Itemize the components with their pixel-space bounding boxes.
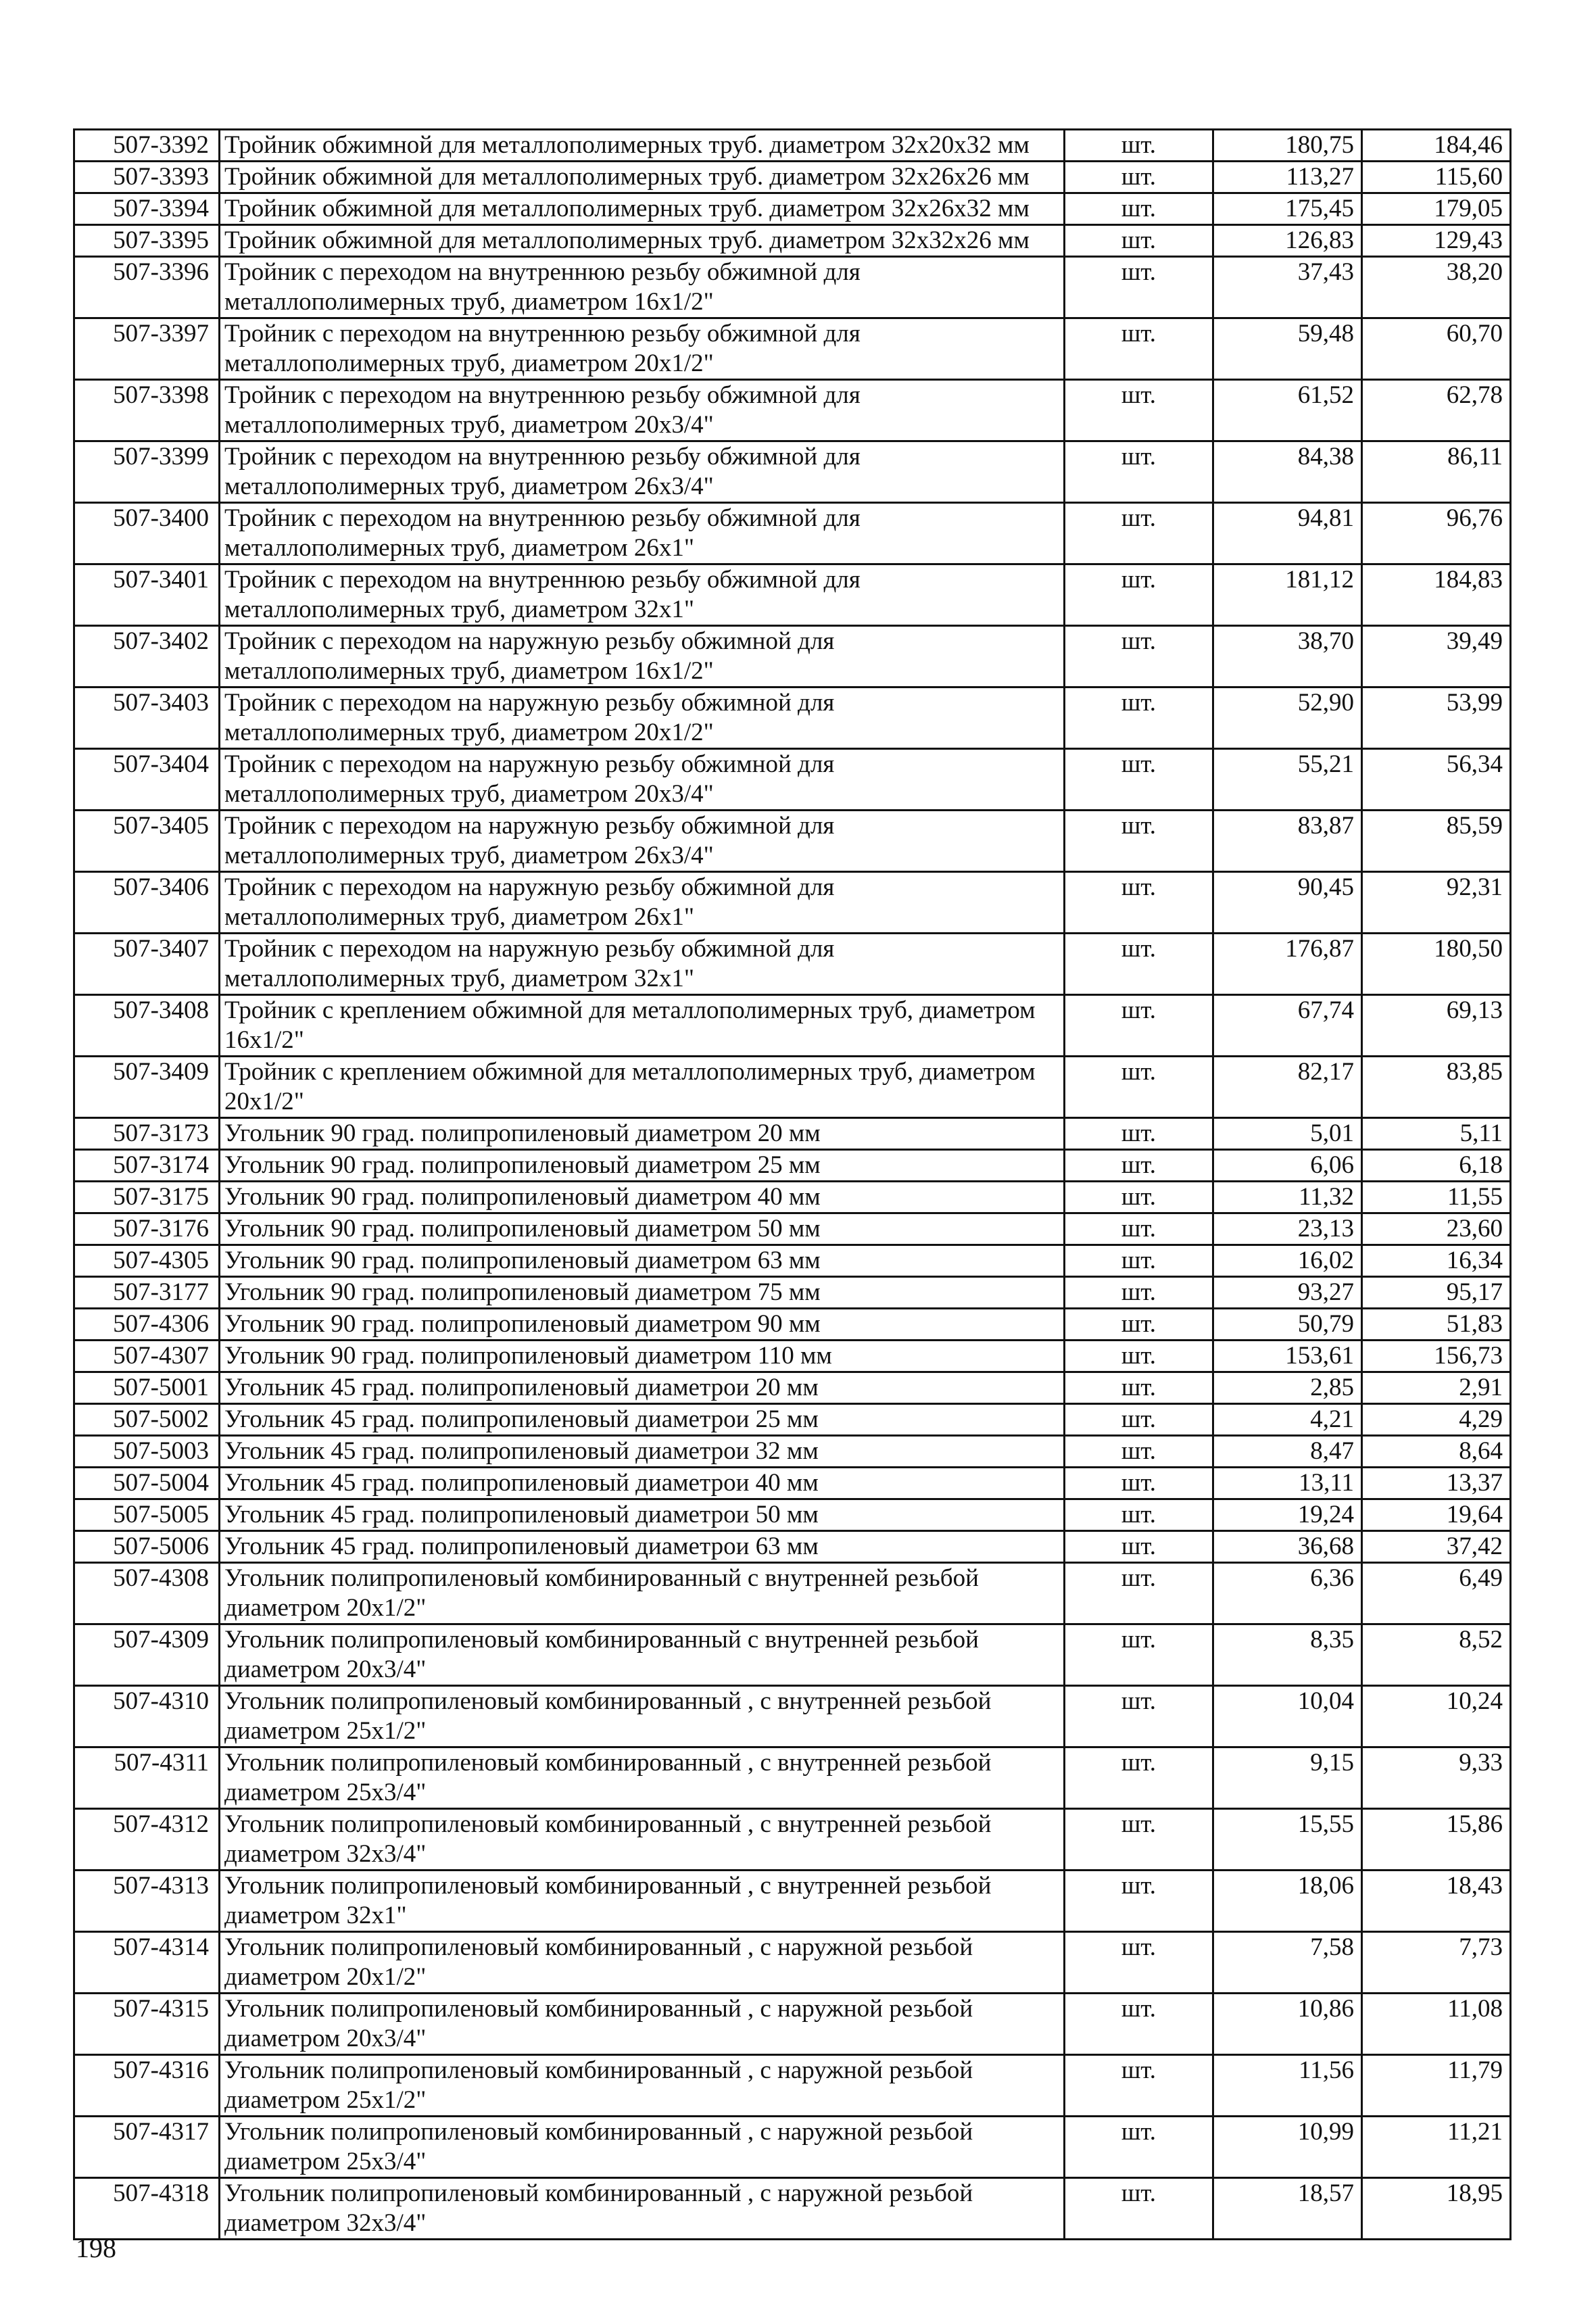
item-unit-cell: шт. xyxy=(1065,1809,1213,1871)
item-code-cell: 507-3394 xyxy=(74,193,220,225)
item-price-1-cell: 11,56 xyxy=(1213,2055,1362,2117)
item-code-cell: 507-3173 xyxy=(74,1118,220,1150)
item-price-2-cell: 5,11 xyxy=(1362,1118,1511,1150)
item-code-cell: 507-4308 xyxy=(74,1563,220,1624)
item-price-2-cell: 115,60 xyxy=(1362,162,1511,193)
item-code-cell: 507-5004 xyxy=(74,1468,220,1499)
item-unit-cell: шт. xyxy=(1065,1213,1213,1245)
table-row xyxy=(74,564,1511,626)
item-unit-cell: шт. xyxy=(1065,1057,1213,1118)
table-row xyxy=(74,225,1511,257)
item-price-2-cell: 9,33 xyxy=(1362,1747,1511,1809)
item-unit-cell: шт. xyxy=(1065,1436,1213,1468)
item-price-2-cell: 7,73 xyxy=(1362,1932,1511,1994)
item-price-1-cell: 10,86 xyxy=(1213,1994,1362,2055)
item-unit-cell: шт. xyxy=(1065,1994,1213,2055)
item-unit-cell: шт. xyxy=(1065,1277,1213,1309)
table-row xyxy=(74,2178,1511,2240)
item-code-cell: 507-3407 xyxy=(74,934,220,995)
item-unit-cell: шт. xyxy=(1065,995,1213,1057)
item-unit-cell: шт. xyxy=(1065,1747,1213,1809)
item-price-1-cell: 67,74 xyxy=(1213,995,1362,1057)
item-unit-cell: шт. xyxy=(1065,1245,1213,1277)
item-unit-cell: шт. xyxy=(1065,626,1213,687)
table-row xyxy=(74,318,1511,380)
table-row xyxy=(74,1057,1511,1118)
item-unit-cell: шт. xyxy=(1065,1182,1213,1213)
item-name-cell: Угольник 45 град. полипропиленовый диаметрои 25 мм xyxy=(220,1404,1065,1436)
item-code-cell: 507-3403 xyxy=(74,687,220,749)
item-price-2-cell: 60,70 xyxy=(1362,318,1511,380)
item-price-2-cell: 180,50 xyxy=(1362,934,1511,995)
item-price-1-cell: 18,06 xyxy=(1213,1871,1362,1932)
item-code-cell: 507-3398 xyxy=(74,380,220,441)
table-row xyxy=(74,257,1511,318)
table-row xyxy=(74,2055,1511,2117)
item-unit-cell: шт. xyxy=(1065,130,1213,162)
table-row xyxy=(74,1372,1511,1404)
item-price-2-cell: 8,52 xyxy=(1362,1624,1511,1686)
table-row xyxy=(74,1871,1511,1932)
item-code-cell: 507-4310 xyxy=(74,1686,220,1747)
item-code-cell: 507-3406 xyxy=(74,872,220,934)
item-price-1-cell: 59,48 xyxy=(1213,318,1362,380)
table-row xyxy=(74,1245,1511,1277)
item-price-2-cell: 18,43 xyxy=(1362,1871,1511,1932)
table-row xyxy=(74,1436,1511,1468)
item-price-2-cell: 13,37 xyxy=(1362,1468,1511,1499)
item-price-2-cell: 184,46 xyxy=(1362,130,1511,162)
item-price-2-cell: 37,42 xyxy=(1362,1531,1511,1563)
table-row xyxy=(74,811,1511,872)
item-name-cell: Угольник полипропиленовый комбинированный , с наружной резьбой диаметром 20x1/2" xyxy=(220,1932,1065,1994)
item-price-2-cell: 179,05 xyxy=(1362,193,1511,225)
table-row xyxy=(74,1932,1511,1994)
item-price-1-cell: 126,83 xyxy=(1213,225,1362,257)
item-name-cell: Тройник с креплением обжимной для металлополимерных труб, диаметром 20x1/2" xyxy=(220,1057,1065,1118)
item-name-cell: Тройник с переходом на внутреннюю резьбу обжимной для металлополимерных труб, диаметром 20x3/4" xyxy=(220,380,1065,441)
item-price-2-cell: 2,91 xyxy=(1362,1372,1511,1404)
item-code-cell: 507-4314 xyxy=(74,1932,220,1994)
item-name-cell: Угольник 90 град. полипропиленовый диаметром 110 мм xyxy=(220,1341,1065,1372)
item-price-2-cell: 18,95 xyxy=(1362,2178,1511,2240)
table-row xyxy=(74,1277,1511,1309)
table-row xyxy=(74,1404,1511,1436)
table-row xyxy=(74,687,1511,749)
item-name-cell: Угольник 45 град. полипропиленовый диаметрои 63 мм xyxy=(220,1531,1065,1563)
item-price-1-cell: 19,24 xyxy=(1213,1499,1362,1531)
item-price-1-cell: 10,99 xyxy=(1213,2117,1362,2178)
item-code-cell: 507-4315 xyxy=(74,1994,220,2055)
item-name-cell: Угольник полипропиленовый комбинированный , с наружной резьбой диаметром 20x3/4" xyxy=(220,1994,1065,2055)
page-number: 198 xyxy=(76,2233,116,2263)
item-name-cell: Угольник полипропиленовый комбинированный с внутренней резьбой диаметром 20x3/4" xyxy=(220,1624,1065,1686)
item-unit-cell: шт. xyxy=(1065,2117,1213,2178)
item-price-1-cell: 93,27 xyxy=(1213,1277,1362,1309)
item-code-cell: 507-3405 xyxy=(74,811,220,872)
item-price-1-cell: 50,79 xyxy=(1213,1309,1362,1341)
table-row xyxy=(74,503,1511,564)
item-unit-cell: шт. xyxy=(1065,687,1213,749)
item-unit-cell: шт. xyxy=(1065,380,1213,441)
item-name-cell: Угольник 45 град. полипропиленовый диаметрои 50 мм xyxy=(220,1499,1065,1531)
item-price-1-cell: 10,04 xyxy=(1213,1686,1362,1747)
item-name-cell: Угольник 90 град. полипропиленовый диаметром 40 мм xyxy=(220,1182,1065,1213)
item-name-cell: Тройник с переходом на наружную резьбу обжимной для металлополимерных труб, диаметром 20x3/4" xyxy=(220,749,1065,811)
item-name-cell: Угольник полипропиленовый комбинированный , с внутренней резьбой диаметром 25x1/2" xyxy=(220,1686,1065,1747)
item-code-cell: 507-3393 xyxy=(74,162,220,193)
item-price-1-cell: 13,11 xyxy=(1213,1468,1362,1499)
table-row xyxy=(74,1182,1511,1213)
item-name-cell: Угольник полипропиленовый комбинированный , с внутренней резьбой диаметром 32x1" xyxy=(220,1871,1065,1932)
item-price-1-cell: 6,06 xyxy=(1213,1150,1362,1182)
item-price-2-cell: 69,13 xyxy=(1362,995,1511,1057)
item-unit-cell: шт. xyxy=(1065,564,1213,626)
item-code-cell: 507-3399 xyxy=(74,441,220,503)
table-row xyxy=(74,1468,1511,1499)
item-unit-cell: шт. xyxy=(1065,872,1213,934)
item-unit-cell: шт. xyxy=(1065,1624,1213,1686)
item-code-cell: 507-4312 xyxy=(74,1809,220,1871)
item-price-2-cell: 38,20 xyxy=(1362,257,1511,318)
item-price-2-cell: 184,83 xyxy=(1362,564,1511,626)
item-unit-cell: шт. xyxy=(1065,257,1213,318)
item-unit-cell: шт. xyxy=(1065,1372,1213,1404)
item-name-cell: Тройник обжимной для металлополимерных труб. диаметром 32x26x32 мм xyxy=(220,193,1065,225)
item-code-cell: 507-3395 xyxy=(74,225,220,257)
item-price-2-cell: 62,78 xyxy=(1362,380,1511,441)
item-price-2-cell: 15,86 xyxy=(1362,1809,1511,1871)
item-price-1-cell: 23,13 xyxy=(1213,1213,1362,1245)
table-row xyxy=(74,1994,1511,2055)
item-unit-cell: шт. xyxy=(1065,1932,1213,1994)
item-price-1-cell: 181,12 xyxy=(1213,564,1362,626)
table-row xyxy=(74,749,1511,811)
item-unit-cell: шт. xyxy=(1065,1118,1213,1150)
table-row xyxy=(74,1624,1511,1686)
table-row xyxy=(74,1563,1511,1624)
item-price-1-cell: 11,32 xyxy=(1213,1182,1362,1213)
item-code-cell: 507-4307 xyxy=(74,1341,220,1372)
item-name-cell: Тройник обжимной для металлополимерных труб. диаметром 32x20x32 мм xyxy=(220,130,1065,162)
table-row xyxy=(74,1341,1511,1372)
item-code-cell: 507-4311 xyxy=(74,1747,220,1809)
item-price-2-cell: 19,64 xyxy=(1362,1499,1511,1531)
item-price-1-cell: 6,36 xyxy=(1213,1563,1362,1624)
item-name-cell: Угольник 90 град. полипропиленовый диаметром 90 мм xyxy=(220,1309,1065,1341)
item-name-cell: Угольник полипропиленовый комбинированный с внутренней резьбой диаметром 20x1/2" xyxy=(220,1563,1065,1624)
item-name-cell: Угольник полипропиленовый комбинированный , с внутренней резьбой диаметром 25x3/4" xyxy=(220,1747,1065,1809)
item-name-cell: Угольник полипропиленовый комбинированный , с наружной резьбой диаметром 32x3/4" xyxy=(220,2178,1065,2240)
item-price-1-cell: 176,87 xyxy=(1213,934,1362,995)
item-name-cell: Тройник обжимной для металлополимерных труб. диаметром 32x26x26 мм xyxy=(220,162,1065,193)
item-code-cell: 507-5005 xyxy=(74,1499,220,1531)
table-row xyxy=(74,1309,1511,1341)
item-name-cell: Тройник с переходом на внутреннюю резьбу обжимной для металлополимерных труб, диаметром 26x1" xyxy=(220,503,1065,564)
item-code-cell: 507-3402 xyxy=(74,626,220,687)
item-price-1-cell: 16,02 xyxy=(1213,1245,1362,1277)
item-price-1-cell: 18,57 xyxy=(1213,2178,1362,2240)
table-row xyxy=(74,872,1511,934)
item-price-1-cell: 82,17 xyxy=(1213,1057,1362,1118)
item-price-1-cell: 94,81 xyxy=(1213,503,1362,564)
price-table xyxy=(73,128,1512,2240)
item-price-2-cell: 11,21 xyxy=(1362,2117,1511,2178)
item-price-1-cell: 8,35 xyxy=(1213,1624,1362,1686)
item-name-cell: Угольник 90 град. полипропиленовый диаметром 75 мм xyxy=(220,1277,1065,1309)
item-unit-cell: шт. xyxy=(1065,811,1213,872)
item-price-2-cell: 39,49 xyxy=(1362,626,1511,687)
item-price-2-cell: 86,11 xyxy=(1362,441,1511,503)
item-name-cell: Тройник с креплением обжимной для металлополимерных труб, диаметром 16x1/2" xyxy=(220,995,1065,1057)
table-row xyxy=(74,1747,1511,1809)
table-row xyxy=(74,162,1511,193)
item-price-1-cell: 37,43 xyxy=(1213,257,1362,318)
item-price-2-cell: 11,08 xyxy=(1362,1994,1511,2055)
item-price-1-cell: 38,70 xyxy=(1213,626,1362,687)
item-price-2-cell: 23,60 xyxy=(1362,1213,1511,1245)
item-price-1-cell: 36,68 xyxy=(1213,1531,1362,1563)
item-price-1-cell: 180,75 xyxy=(1213,130,1362,162)
item-code-cell: 507-3408 xyxy=(74,995,220,1057)
item-code-cell: 507-4306 xyxy=(74,1309,220,1341)
item-code-cell: 507-5006 xyxy=(74,1531,220,1563)
item-name-cell: Тройник с переходом на внутреннюю резьбу обжимной для металлополимерных труб, диаметром 32x1" xyxy=(220,564,1065,626)
item-name-cell: Тройник с переходом на внутреннюю резьбу обжимной для металлополимерных труб, диаметром 26x3/4" xyxy=(220,441,1065,503)
item-code-cell: 507-3400 xyxy=(74,503,220,564)
item-unit-cell: шт. xyxy=(1065,503,1213,564)
item-price-2-cell: 4,29 xyxy=(1362,1404,1511,1436)
item-unit-cell: шт. xyxy=(1065,1871,1213,1932)
item-price-2-cell: 85,59 xyxy=(1362,811,1511,872)
item-price-1-cell: 9,15 xyxy=(1213,1747,1362,1809)
item-price-1-cell: 8,47 xyxy=(1213,1436,1362,1468)
item-unit-cell: шт. xyxy=(1065,1150,1213,1182)
table-row xyxy=(74,626,1511,687)
item-name-cell: Угольник полипропиленовый комбинированный , с внутренней резьбой диаметром 32x3/4" xyxy=(220,1809,1065,1871)
item-name-cell: Тройник с переходом на наружную резьбу обжимной для металлополимерных труб, диаметром 20x1/2" xyxy=(220,687,1065,749)
table-row xyxy=(74,1531,1511,1563)
item-price-2-cell: 53,99 xyxy=(1362,687,1511,749)
item-unit-cell: шт. xyxy=(1065,1563,1213,1624)
item-code-cell: 507-5002 xyxy=(74,1404,220,1436)
item-name-cell: Угольник полипропиленовый комбинированный , с наружной резьбой диаметром 25x1/2" xyxy=(220,2055,1065,2117)
item-code-cell: 507-4316 xyxy=(74,2055,220,2117)
item-unit-cell: шт. xyxy=(1065,1309,1213,1341)
item-price-1-cell: 15,55 xyxy=(1213,1809,1362,1871)
item-code-cell: 507-3392 xyxy=(74,130,220,162)
item-code-cell: 507-4305 xyxy=(74,1245,220,1277)
table-row xyxy=(74,193,1511,225)
item-code-cell: 507-3175 xyxy=(74,1182,220,1213)
item-unit-cell: шт. xyxy=(1065,1404,1213,1436)
item-unit-cell: шт. xyxy=(1065,2178,1213,2240)
item-price-1-cell: 83,87 xyxy=(1213,811,1362,872)
item-price-1-cell: 175,45 xyxy=(1213,193,1362,225)
item-price-2-cell: 129,43 xyxy=(1362,225,1511,257)
item-price-1-cell: 153,61 xyxy=(1213,1341,1362,1372)
table-row xyxy=(74,1499,1511,1531)
item-code-cell: 507-5003 xyxy=(74,1436,220,1468)
item-price-2-cell: 16,34 xyxy=(1362,1245,1511,1277)
item-code-cell: 507-3176 xyxy=(74,1213,220,1245)
item-price-2-cell: 156,73 xyxy=(1362,1341,1511,1372)
item-code-cell: 507-3401 xyxy=(74,564,220,626)
table-row xyxy=(74,130,1511,162)
item-price-2-cell: 11,79 xyxy=(1362,2055,1511,2117)
item-name-cell: Угольник полипропиленовый комбинированный , с наружной резьбой диаметром 25x3/4" xyxy=(220,2117,1065,2178)
table-row xyxy=(74,441,1511,503)
item-unit-cell: шт. xyxy=(1065,749,1213,811)
item-unit-cell: шт. xyxy=(1065,1499,1213,1531)
item-price-2-cell: 11,55 xyxy=(1362,1182,1511,1213)
table-row xyxy=(74,1118,1511,1150)
item-name-cell: Тройник с переходом на наружную резьбу обжимной для металлополимерных труб, диаметром 26x1" xyxy=(220,872,1065,934)
item-name-cell: Тройник с переходом на внутреннюю резьбу обжимной для металлополимерных труб, диаметром 16x1/2" xyxy=(220,257,1065,318)
item-price-2-cell: 51,83 xyxy=(1362,1309,1511,1341)
item-code-cell: 507-3396 xyxy=(74,257,220,318)
item-unit-cell: шт. xyxy=(1065,441,1213,503)
item-price-2-cell: 92,31 xyxy=(1362,872,1511,934)
item-code-cell: 507-3174 xyxy=(74,1150,220,1182)
item-price-1-cell: 113,27 xyxy=(1213,162,1362,193)
item-unit-cell: шт. xyxy=(1065,193,1213,225)
item-name-cell: Угольник 90 град. полипропиленовый диаметром 25 мм xyxy=(220,1150,1065,1182)
item-name-cell: Угольник 90 град. полипропиленовый диаметром 20 мм xyxy=(220,1118,1065,1150)
item-code-cell: 507-4309 xyxy=(74,1624,220,1686)
table-row xyxy=(74,2117,1511,2178)
item-unit-cell: шт. xyxy=(1065,1531,1213,1563)
item-code-cell: 507-4318 xyxy=(74,2178,220,2240)
item-name-cell: Угольник 90 град. полипропиленовый диаметром 50 мм xyxy=(220,1213,1065,1245)
item-name-cell: Угольник 90 град. полипропиленовый диаметром 63 мм xyxy=(220,1245,1065,1277)
item-price-2-cell: 8,64 xyxy=(1362,1436,1511,1468)
item-code-cell: 507-4313 xyxy=(74,1871,220,1932)
table-row xyxy=(74,380,1511,441)
item-price-1-cell: 4,21 xyxy=(1213,1404,1362,1436)
item-price-1-cell: 90,45 xyxy=(1213,872,1362,934)
item-unit-cell: шт. xyxy=(1065,2055,1213,2117)
item-code-cell: 507-4317 xyxy=(74,2117,220,2178)
item-name-cell: Тройник с переходом на наружную резьбу обжимной для металлополимерных труб, диаметром 26x3/4" xyxy=(220,811,1065,872)
item-price-1-cell: 2,85 xyxy=(1213,1372,1362,1404)
item-price-1-cell: 7,58 xyxy=(1213,1932,1362,1994)
item-unit-cell: шт. xyxy=(1065,162,1213,193)
item-price-2-cell: 56,34 xyxy=(1362,749,1511,811)
item-code-cell: 507-3404 xyxy=(74,749,220,811)
table-row xyxy=(74,995,1511,1057)
item-unit-cell: шт. xyxy=(1065,1686,1213,1747)
item-code-cell: 507-3409 xyxy=(74,1057,220,1118)
item-price-2-cell: 83,85 xyxy=(1362,1057,1511,1118)
item-name-cell: Угольник 45 град. полипропиленовый диаметрои 20 мм xyxy=(220,1372,1065,1404)
item-unit-cell: шт. xyxy=(1065,318,1213,380)
item-name-cell: Тройник с переходом на наружную резьбу обжимной для металлополимерных труб, диаметром 32x1" xyxy=(220,934,1065,995)
item-price-2-cell: 96,76 xyxy=(1362,503,1511,564)
table-row xyxy=(74,1686,1511,1747)
item-name-cell: Тройник с переходом на наружную резьбу обжимной для металлополимерных труб, диаметром 16x1/2" xyxy=(220,626,1065,687)
item-unit-cell: шт. xyxy=(1065,934,1213,995)
item-code-cell: 507-3397 xyxy=(74,318,220,380)
item-price-1-cell: 61,52 xyxy=(1213,380,1362,441)
table-row xyxy=(74,1150,1511,1182)
item-price-2-cell: 6,49 xyxy=(1362,1563,1511,1624)
item-name-cell: Угольник 45 град. полипропиленовый диаметрои 32 мм xyxy=(220,1436,1065,1468)
item-name-cell: Тройник обжимной для металлополимерных труб. диаметром 32x32x26 мм xyxy=(220,225,1065,257)
item-price-1-cell: 5,01 xyxy=(1213,1118,1362,1150)
item-name-cell: Тройник с переходом на внутреннюю резьбу обжимной для металлополимерных труб, диаметром 20x1/2" xyxy=(220,318,1065,380)
item-code-cell: 507-3177 xyxy=(74,1277,220,1309)
item-code-cell: 507-5001 xyxy=(74,1372,220,1404)
table-row xyxy=(74,1809,1511,1871)
item-price-1-cell: 52,90 xyxy=(1213,687,1362,749)
table-row xyxy=(74,934,1511,995)
item-price-1-cell: 84,38 xyxy=(1213,441,1362,503)
item-price-2-cell: 10,24 xyxy=(1362,1686,1511,1747)
price-table-body xyxy=(74,130,1511,2240)
item-unit-cell: шт. xyxy=(1065,1468,1213,1499)
table-row xyxy=(74,1213,1511,1245)
item-price-1-cell: 55,21 xyxy=(1213,749,1362,811)
item-price-2-cell: 95,17 xyxy=(1362,1277,1511,1309)
item-unit-cell: шт. xyxy=(1065,225,1213,257)
item-unit-cell: шт. xyxy=(1065,1341,1213,1372)
item-name-cell: Угольник 45 град. полипропиленовый диаметрои 40 мм xyxy=(220,1468,1065,1499)
item-price-2-cell: 6,18 xyxy=(1362,1150,1511,1182)
